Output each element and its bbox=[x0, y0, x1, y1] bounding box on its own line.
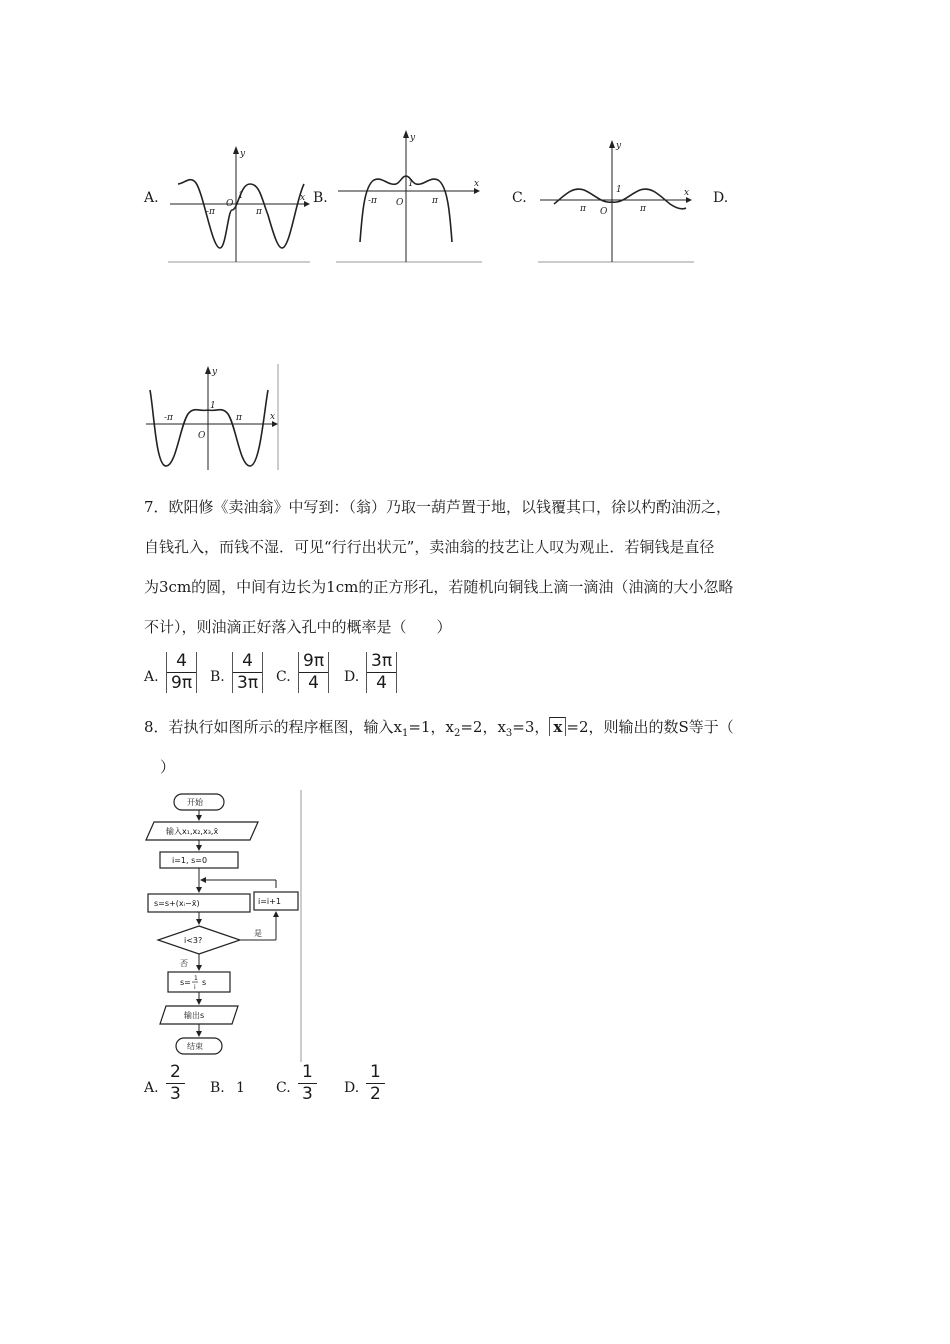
fc-scale-prefix: s= bbox=[180, 978, 191, 987]
fc-end: 结束 bbox=[187, 1042, 203, 1051]
q7-option-d-letter: D. bbox=[344, 669, 360, 685]
fc-input: 输入x₁,x₂,x₃,x̄ bbox=[166, 827, 219, 836]
graph-a-y-label: y bbox=[240, 149, 246, 159]
graph-c-origin-label: O bbox=[600, 207, 608, 217]
fc-increment: i=i+1 bbox=[258, 897, 281, 906]
graph-a-neg-pi-label: -π bbox=[206, 207, 215, 217]
q8-option-a-letter: A. bbox=[144, 1080, 159, 1096]
graph-d-neg-pi-label: -π bbox=[164, 413, 173, 423]
fc-start: 开始 bbox=[187, 798, 203, 807]
graph-a-one-label: 1 bbox=[238, 191, 244, 201]
graph-d-one-label: 1 bbox=[210, 401, 216, 411]
q7-option-b-fraction: 4 3π bbox=[232, 652, 263, 693]
q8-option-c-letter: C. bbox=[276, 1080, 291, 1096]
graph-d-x-label: x bbox=[270, 412, 276, 422]
graph-d-y-label: y bbox=[212, 367, 218, 377]
q6-option-d-label: D. bbox=[713, 190, 729, 206]
graph-a-pi-label: π bbox=[256, 207, 262, 217]
q7-option-d-fraction: 3π 4 bbox=[366, 652, 397, 693]
graph-d-origin-label: O bbox=[198, 431, 206, 441]
q8-option-d-fraction: 1 2 bbox=[366, 1063, 385, 1104]
fc-condition: i<3? bbox=[184, 936, 203, 945]
q7-option-a-fraction: 4 9π bbox=[166, 652, 197, 693]
q7-line-2: 自钱孔入，而钱不湿．可见“行行出状元”，卖油翁的技艺让人叹为观止．若铜钱是直径 bbox=[144, 538, 715, 556]
q6-option-b-label: B. bbox=[313, 190, 328, 206]
graph-b-origin-label: O bbox=[396, 198, 404, 208]
fc-scale-num: 1 bbox=[194, 975, 198, 982]
q7-option-c-fraction: 9π 4 bbox=[298, 652, 329, 693]
q6-option-c-label: C. bbox=[512, 190, 527, 206]
q8-line-2: ） bbox=[160, 758, 176, 776]
fc-update: s=s+(xᵢ−x̄) bbox=[154, 899, 200, 908]
graph-b-one-label: 1 bbox=[408, 179, 414, 189]
q7-line-3: 为3cm的圆，中间有边长为1cm的正方形孔，若随机向铜钱上滴一滴油（油滴的大小忽略 bbox=[144, 578, 734, 596]
x-bar-symbol: x bbox=[549, 717, 566, 736]
graph-c-one-label: 1 bbox=[616, 185, 622, 195]
fc-output: 输出s bbox=[184, 1011, 205, 1020]
graph-b-x-label: x bbox=[474, 179, 480, 189]
fc-scale-den: i bbox=[194, 984, 196, 991]
q6-graph-b bbox=[334, 126, 484, 264]
graph-a-origin-label: O bbox=[226, 199, 234, 209]
graph-c-x-label: x bbox=[684, 188, 690, 198]
q7-line-1: 7．欧阳修《卖油翁》中写到：（翁）乃取一葫芦置于地，以钱覆其口，徐以杓酌油沥之， bbox=[144, 498, 732, 516]
q7-line-4: 不计），则油滴正好落入孔中的概率是（ ） bbox=[144, 618, 452, 636]
graph-c-y-label: y bbox=[616, 141, 622, 151]
fc-init: i=1, s=0 bbox=[172, 856, 208, 865]
q7-option-b-letter: B. bbox=[210, 669, 225, 685]
graph-b-pi-label: π bbox=[432, 196, 438, 206]
graph-c-pi-label: π bbox=[640, 204, 646, 214]
graph-b-neg-pi-label: -π bbox=[368, 196, 377, 206]
graph-c-neg-pi-label: π bbox=[580, 204, 586, 214]
fc-scale-var: s bbox=[202, 978, 207, 987]
q6-graph-a bbox=[166, 140, 312, 264]
graph-b-y-label: y bbox=[410, 133, 416, 143]
q7-option-c-letter: C. bbox=[276, 669, 291, 685]
fc-yes: 是 bbox=[254, 929, 262, 938]
q8-option-a-fraction: 2 3 bbox=[166, 1063, 185, 1104]
q8-flowchart bbox=[140, 788, 306, 1064]
q8-option-d-letter: D. bbox=[344, 1080, 360, 1096]
graph-d-pi-label: π bbox=[236, 413, 242, 423]
q8-option-b-letter: B. bbox=[210, 1080, 225, 1096]
q6-graph-d bbox=[144, 362, 282, 472]
q8-option-b-value: 1 bbox=[236, 1080, 245, 1096]
q8-line-1: 8．若执行如图所示的程序框图，输入$x_1=1$，$x_2=2$，$x_3=3$， x =2，则输出的数S等于（ bbox=[144, 718, 734, 739]
q6-option-a-label: A. bbox=[144, 190, 159, 206]
q8-option-c-fraction: 1 3 bbox=[298, 1063, 317, 1104]
graph-a-x-label: x bbox=[300, 193, 306, 203]
q6-graph-c bbox=[536, 134, 696, 264]
fc-no: 否 bbox=[180, 959, 188, 968]
q7-option-a-letter: A. bbox=[144, 669, 159, 685]
